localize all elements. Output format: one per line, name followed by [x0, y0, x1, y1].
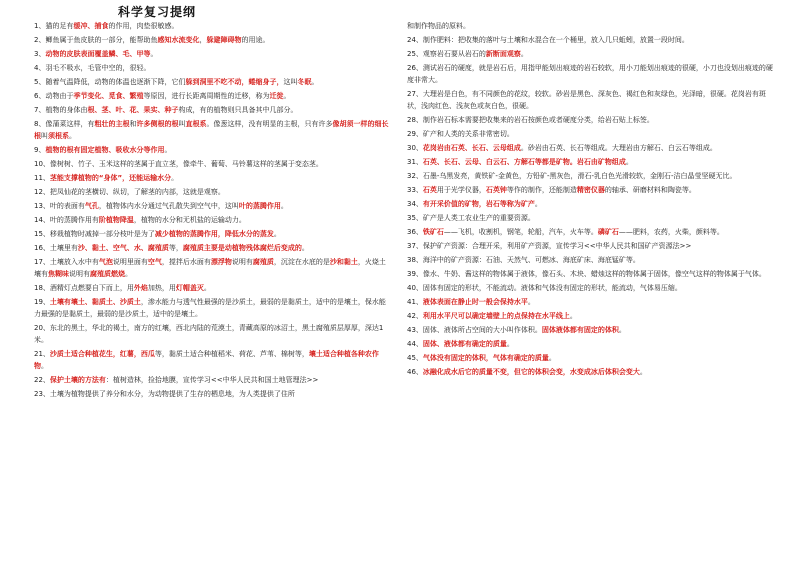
item-text: 。 — [520, 50, 528, 58]
outline-item — [407, 226, 775, 238]
highlighted-text: 灯帽盖灭 — [175, 284, 204, 292]
item-text: 等原因，进行长距离周期性的迁移，称为 — [143, 92, 270, 100]
highlighted-text: 感知水流变化 — [157, 36, 200, 44]
highlighted-text: 迁徙 — [269, 92, 284, 100]
outline-item — [34, 200, 392, 212]
outline-item — [34, 374, 392, 386]
item-text: 26、测试岩石的硬度，就是岩石后，用指甲能划出痕迹的岩石较软，用小刀能划出痕迹的很硬，小刀也没划出痕迹的硬度非常大。 — [407, 64, 773, 84]
outline-item — [34, 76, 392, 88]
item-text: 。像葱这样，没有明显的主根，只有许多 — [206, 120, 333, 128]
outline-item — [407, 296, 775, 308]
outline-item — [34, 20, 392, 32]
highlighted-text: 须根系 — [48, 132, 69, 140]
item-text: 33、 — [407, 186, 423, 194]
highlighted-text: 冰融化成水后它的质量不变，但它的体积会变，水变成冰后体积会变大 — [422, 368, 640, 376]
item-text: 39、像水、牛奶、酱这样的物体属于液体，像石头、木块、蜡烛这样的物体属于固体，像空气这样的物体属于气体。 — [407, 270, 766, 278]
highlighted-text: 直根系 — [185, 120, 207, 128]
highlighted-text: 石英钟 — [485, 186, 507, 194]
item-text: 的作用，肉垫很敏感。 — [108, 22, 179, 30]
item-text: 7、植物的身体由 — [34, 106, 88, 114]
highlighted-text: 叶的蒸腾作用 — [238, 202, 281, 210]
item-text: 19、 — [34, 298, 50, 306]
highlighted-text: 固体液体都有固定的体积 — [541, 326, 619, 334]
item-text: ——肥料，农药，火柴，颜料等。 — [618, 228, 724, 236]
highlighted-text: 石英 — [422, 186, 437, 194]
highlighted-text: 腐殖质主要是动植物残体腐烂后变成的 — [182, 244, 302, 252]
item-text: 。 — [283, 92, 291, 100]
outline-item — [407, 268, 775, 280]
outline-item — [407, 254, 775, 266]
outline-item — [34, 34, 392, 46]
item-text: ，渗水能力与透气性最强的是沙质土，最弱的是黏质土，适中的是壤土，保水能力最强的是黏质土，最弱的是沙质土，适中的是壤土。 — [34, 298, 386, 318]
item-text: 等，黏质土适合种植稻米、荷花、芦苇、棉树等， — [154, 350, 309, 358]
item-text: 12、把凤仙花的茎横切、纵切，了解茎的内部，这就是观察。 — [34, 188, 225, 196]
highlighted-text: 空气 — [147, 258, 162, 266]
highlighted-text: 有开采价值的矿物，岩石等称为矿产 — [422, 200, 535, 208]
item-text: 42、 — [407, 312, 423, 320]
outline-item — [34, 158, 392, 170]
item-text: 说明里面有 — [112, 258, 148, 266]
item-text: ，搅拌后水面有 — [161, 258, 211, 266]
highlighted-text: 许多侧根的根 — [136, 120, 179, 128]
item-text: 24、制作肥料：把收集的落叶与土壤和水混合在一个桶里，放入几只蚯蚓，放置一段时间。 — [407, 36, 689, 44]
item-text: 。 — [625, 158, 633, 166]
outline-item — [407, 198, 775, 210]
outline-item — [34, 90, 392, 102]
item-text: 46、 — [407, 368, 423, 376]
item-text: 11、 — [34, 174, 50, 182]
outline-item — [407, 48, 775, 60]
outline-item — [407, 240, 775, 252]
item-text: 加热，用 — [147, 284, 176, 292]
highlighted-text: 缓冲、捕食 — [73, 22, 109, 30]
outline-item — [407, 324, 775, 336]
outline-item — [407, 34, 775, 46]
item-text: 43、固体、液体所占空间的大小叫作体积。 — [407, 326, 542, 334]
highlighted-text: 土壤有壤土、黏质土、沙质土 — [49, 298, 141, 306]
item-text: 37、保护矿产资源：合理开采，利用矿产资源，宣传学习<<中华人民共和国矿产资源法>> — [407, 242, 692, 250]
item-text: ：植树造林，捡拾地膜，宣传学习<<中华人民共和国土地管理法>> — [105, 376, 319, 384]
item-text: 。 — [506, 340, 514, 348]
item-text: 4、羽毛不吸水，毛管中空的，很轻。 — [34, 64, 151, 72]
highlighted-text: 固体、液体都有确定的质量 — [422, 340, 507, 348]
item-text: ， — [199, 36, 207, 44]
item-text: 41、 — [407, 298, 423, 306]
item-text: 和制作物品的原料。 — [407, 22, 470, 30]
highlighted-text: 壤土适合种植各种农作物 — [34, 350, 379, 370]
outline-item — [34, 242, 392, 254]
item-text: 8、像蒲菜这样，有 — [34, 120, 95, 128]
item-text: 18、酒精灯点燃要自下而上，用 — [34, 284, 134, 292]
item-text: 23、土壤为植物提供了养分和水分，为动物提供了生存的栖息地，为人类提供了住所 — [34, 390, 295, 398]
item-text: 。 — [280, 202, 288, 210]
item-text: 30、 — [407, 144, 423, 152]
item-text: 28、制作岩石标本需要把收集来的岩石按颜色或者硬度分类，给岩石贴上标签。 — [407, 116, 654, 124]
highlighted-text: 石英、长石、云母、白云石、方解石等都是矿物。岩石由矿物组成 — [422, 158, 626, 166]
outline-item — [407, 114, 775, 126]
highlighted-text: 气泡 — [98, 258, 113, 266]
item-text: 和 — [129, 120, 137, 128]
highlighted-text: 躲到洞里不吃不动，蜷缩身子， — [185, 78, 284, 86]
outline-item — [34, 296, 392, 320]
item-text: 22、 — [34, 376, 50, 384]
outline-item — [34, 186, 392, 198]
outline-item — [407, 310, 775, 322]
item-text: 6、动物由于 — [34, 92, 74, 100]
item-text: 。 — [203, 284, 211, 292]
highlighted-text: 新断面观察 — [485, 50, 521, 58]
item-text: 。 — [639, 368, 647, 376]
item-text: 。 — [171, 174, 179, 182]
highlighted-text: 阶植物降温 — [98, 216, 134, 224]
outline-item — [34, 282, 392, 294]
outline-item — [407, 282, 775, 294]
outline-item — [407, 156, 775, 168]
item-text: 21、 — [34, 350, 50, 358]
highlighted-text: 躲避障碍物 — [206, 36, 242, 44]
item-text: 。 — [618, 326, 626, 334]
item-text: 44、 — [407, 340, 423, 348]
item-text: 15、移栽植物时减掉一部分枝叶是为了 — [34, 230, 155, 238]
item-text: 35、矿产是人类工农业生产的重要资源。 — [407, 214, 535, 222]
highlighted-text: 液体表面在静止时一般会保持水平 — [422, 298, 528, 306]
item-text: 25、观察岩石要从岩石的 — [407, 50, 486, 58]
highlighted-text: 利用水平尺可以确定墙壁上的点保持在水平线上 — [422, 312, 570, 320]
outline-item — [34, 172, 392, 184]
item-text: 40、固体有固定的形状，不能流动。液体和气体没有固定的形状，能流动，气体易压缩。 — [407, 284, 682, 292]
item-text: 的用途。 — [241, 36, 270, 44]
outline-item — [34, 118, 392, 142]
highlighted-text: 精密仪器 — [576, 186, 605, 194]
item-text: 27、大理岩是白色，有不同颜色的花纹，较软。砂岩是黑色、深灰色、褐红色和灰绿色，光泽暗，很硬。花岗岩有斑状，浅肉红色、浅灰色或灰白色，很硬。 — [407, 90, 766, 110]
item-text: 。 — [527, 298, 535, 306]
item-text: 3、 — [34, 50, 46, 58]
item-text: 。 — [548, 354, 556, 362]
highlighted-text: 像胡须一样的细长根 — [34, 120, 389, 140]
outline-item — [407, 366, 775, 378]
outline-item — [34, 228, 392, 240]
item-text: 。 — [41, 362, 48, 370]
item-text: 14、叶的蒸腾作用有 — [34, 216, 99, 224]
item-text: 32、石墨-乌黑发亮，黄铁矿-金黄色，方铅矿-黑灰色，滑石-乳白色光滑较软，金刚石-洁白晶莹坚硬无比。 — [407, 172, 737, 180]
highlighted-text: 气孔 — [84, 202, 99, 210]
item-text: 这叫 — [283, 78, 298, 86]
item-text: 10、像树树、竹子、玉米这样的茎属于直立茎，像牵牛、葡萄、马铃薯这样的茎属于变态茎。 — [34, 160, 323, 168]
highlighted-text: 沙、黏土、空气、水、腐殖质 — [77, 244, 169, 252]
highlighted-text: 气体没有固定的体积，气体有确定的质量 — [422, 354, 549, 362]
outline-item — [407, 20, 775, 32]
highlighted-text: 季节变化、觅食、繁殖 — [73, 92, 144, 100]
item-text: 。 — [311, 78, 319, 86]
highlighted-text: 减少植物的蒸腾作用，降低水分的蒸发 — [154, 230, 274, 238]
item-text: 叫 — [41, 132, 48, 140]
item-text: 。 — [164, 146, 172, 154]
item-text: 13、叶的表面有 — [34, 202, 85, 210]
outline-item — [34, 62, 392, 74]
highlighted-text: 动物的皮肤表面覆盖鳞、毛、甲等 — [45, 50, 151, 58]
outline-item — [407, 62, 775, 86]
left-column — [34, 20, 392, 402]
outline-item — [34, 388, 392, 400]
outline-item — [407, 128, 775, 140]
highlighted-text: 焦糊味 — [48, 270, 69, 278]
item-text: 说明有 — [69, 270, 90, 278]
highlighted-text: 粗壮的主根 — [94, 120, 130, 128]
highlighted-text: 花岗岩由石英、长石、云母组成 — [422, 144, 521, 152]
item-text: 17、土壤放入水中有 — [34, 258, 99, 266]
item-text: 。 — [69, 132, 76, 140]
item-text: ，沉淀在水底的是 — [273, 258, 330, 266]
highlighted-text: 茎能支撑植物的“身体”，还能运输水分 — [49, 174, 172, 182]
item-text: 。 — [150, 50, 158, 58]
item-text: 45、 — [407, 354, 423, 362]
item-text: 2、鲫鱼属于鱼皮肤的一部分，能帮助鱼 — [34, 36, 158, 44]
outline-item — [407, 352, 775, 364]
highlighted-text: 漂浮物 — [210, 258, 232, 266]
item-text: 等作的制作，还能制造 — [506, 186, 577, 194]
item-text: 。 — [534, 200, 542, 208]
item-text: 。 — [301, 244, 309, 252]
item-text: 9、 — [34, 146, 46, 154]
item-text: 5、随着气温降低，动物的体温也逐渐下降，它们 — [34, 78, 186, 86]
highlighted-text: 腐殖质燃烧 — [90, 270, 125, 278]
item-text: 。 — [569, 312, 577, 320]
item-text: 38、海洋中的矿产资源：石油、天然气、可燃冰、海底矿床、海底锰矿等。 — [407, 256, 640, 264]
item-text: 31、 — [407, 158, 423, 166]
outline-item — [34, 322, 392, 346]
item-text: 。 — [125, 270, 132, 278]
highlighted-text: 保护土壤的方法有 — [49, 376, 106, 384]
item-text: ，植物体内水分通过气孔散失到空气中，这叫 — [98, 202, 239, 210]
outline-item — [34, 348, 392, 372]
item-text: 29、矿产和人类的关系非常密切。 — [407, 130, 514, 138]
outline-item — [34, 144, 392, 156]
item-text: 20、东北的黑土，华北的褐土，南方的红壤，西北内陆的荒漠土，青藏高原的冰沼土，黑土腐殖质层厚厚，深达1米。 — [34, 324, 384, 344]
highlighted-text: 铁矿石 — [422, 228, 444, 236]
outline-item — [34, 104, 392, 116]
item-text: 构成，有的植物则只具备其中几部分。 — [178, 106, 298, 114]
item-text: 。 — [273, 230, 281, 238]
item-text: 16、土壤里有 — [34, 244, 78, 252]
right-column — [407, 20, 775, 380]
item-text: 1、猫的足有 — [34, 22, 74, 30]
outline-item — [34, 214, 392, 226]
outline-item — [407, 142, 775, 154]
outline-item — [34, 48, 392, 60]
item-text: 34、 — [407, 200, 423, 208]
highlighted-text: 植物的根有固定植物、吸收水分等作用 — [45, 146, 165, 154]
highlighted-text: 外焰 — [133, 284, 148, 292]
item-text: 的轴承、研磨材料和陶瓷等。 — [604, 186, 696, 194]
item-text: ，火烧土壤有 — [34, 258, 386, 278]
outline-item — [407, 170, 775, 182]
item-text: 。砂岩由石英、长石等组成。大理岩由方解石、白云石等组成。 — [520, 144, 717, 152]
item-text: 等， — [168, 244, 183, 252]
highlighted-text: 腐殖质 — [252, 258, 274, 266]
highlighted-text: 沙质土适合种植花生，红薯，西瓜 — [49, 350, 155, 358]
item-text: 36、 — [407, 228, 423, 236]
item-text: 说明有 — [231, 258, 253, 266]
highlighted-text: 冬眠 — [297, 78, 312, 86]
highlighted-text: 沙和黏土 — [329, 258, 358, 266]
page-title: 科学复习提纲 — [118, 5, 197, 19]
item-text: 叫 — [178, 120, 186, 128]
outline-item — [407, 338, 775, 350]
outline-item — [407, 88, 775, 112]
item-text: 用于光学仪器， — [436, 186, 486, 194]
highlighted-text: 根、茎、叶、花、果实、种子 — [87, 106, 179, 114]
item-text: ——飞机，收割机，钢笔，轮船，汽车，火车等。 — [443, 228, 598, 236]
item-text: ，植物的水分和无机盐的运输动力。 — [133, 216, 246, 224]
outline-item — [407, 212, 775, 224]
highlighted-text: 磷矿石 — [597, 228, 619, 236]
outline-item — [34, 256, 392, 280]
outline-item — [407, 184, 775, 196]
